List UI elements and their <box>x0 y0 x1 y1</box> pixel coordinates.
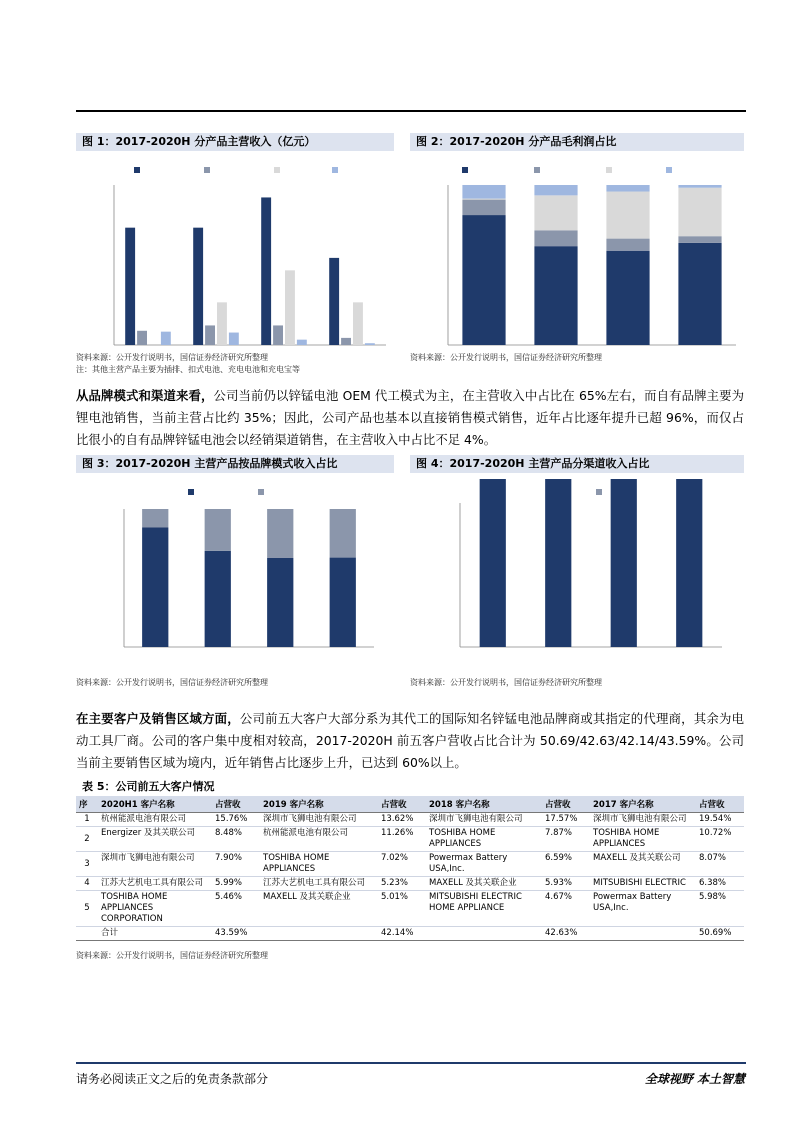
table-5-title: 表 5：公司前五大客户情况 <box>82 780 215 793</box>
bar-锂离子电池 <box>285 270 295 345</box>
paragraph-2-lead: 在主要客户及销售区域方面， <box>76 711 240 726</box>
revenue-share-cell: 10.72% <box>696 827 744 852</box>
bar-直销 <box>480 479 506 647</box>
customer-name-cell: 杭州能派电池有限公司 <box>260 827 378 852</box>
figure-2-chart <box>410 157 744 367</box>
figure-4-chart <box>410 479 744 669</box>
bar-自有品牌 <box>267 509 293 558</box>
bar-OEM <box>330 558 356 647</box>
revenue-share-cell: 11.26% <box>378 827 426 852</box>
revenue-share-cell: 5.23% <box>378 877 426 891</box>
table-row <box>76 827 744 852</box>
total-cell <box>590 927 696 941</box>
customer-name-cell: 杭州能派电池有限公司 <box>98 813 212 827</box>
col-header: 2018 客户名称 <box>426 796 542 813</box>
revenue-share-cell: 8.48% <box>212 827 260 852</box>
footer-rule <box>76 1062 746 1064</box>
legend-swatch-0 <box>188 489 194 495</box>
customer-name-cell: MITSUBISHI ELECTRIC HOME APPLIANCE <box>426 891 542 927</box>
col-header: 2020H1 客户名称 <box>98 796 212 813</box>
legend-swatch-3 <box>666 167 672 173</box>
legend-swatch-1 <box>534 167 540 173</box>
bar-其他 <box>678 185 721 188</box>
customer-name-cell: TOSHIBA HOME APPLIANCES <box>260 852 378 877</box>
table-row <box>76 813 744 827</box>
revenue-share-cell: 17.57% <box>542 813 590 827</box>
paragraph-brand-channel <box>76 385 744 451</box>
col-header: 占营收 <box>542 796 590 813</box>
header-rule <box>76 110 746 112</box>
bar-其他 <box>229 333 239 345</box>
legend-swatch-3 <box>332 167 338 173</box>
bar-锂离子电池 <box>217 302 227 345</box>
row-index: 3 <box>76 852 98 877</box>
bar-其他 <box>365 343 375 345</box>
paragraph-2-body: 公司前五大客户大部分系为其代工的国际知名锌锰电池品牌商或其指定的代理商，其余为电动工具厂商。公司的客户集中度相对较高，2017-2020H 前五客户营收占比合计为 50.69/42.63/42.14/43.59%。公司当前主要销售区域为境内，近年销售占比逐步上升，已达到 60%以上。 <box>76 711 745 770</box>
footer-disclaimer: 请务必阅读正文之后的免责条款部分 <box>76 1072 269 1086</box>
bar-碳性锌锰电池 <box>462 200 505 215</box>
row-index: 2 <box>76 827 98 852</box>
bar-其他 <box>161 332 171 345</box>
row-index: 5 <box>76 891 98 927</box>
customer-name-cell: TOSHIBA HOME APPLIANCES <box>590 827 696 852</box>
bar-锂离子电池 <box>678 188 721 236</box>
bar-碱性锌锰电池 <box>329 258 339 345</box>
revenue-share-cell: 7.90% <box>212 852 260 877</box>
bar-自有品牌 <box>142 509 168 527</box>
revenue-share-cell: 8.07% <box>696 852 744 877</box>
table-row <box>76 891 744 927</box>
bar-碳性锌锰电池 <box>678 236 721 243</box>
customer-name-cell: TOSHIBA HOME APPLIANCES CORPORATION <box>98 891 212 927</box>
revenue-share-cell: 5.99% <box>212 877 260 891</box>
bar-OEM <box>142 527 168 647</box>
revenue-share-cell: 15.76% <box>212 813 260 827</box>
bar-碱性锌锰电池 <box>193 228 203 345</box>
figure-3-source: 资料来源：公开发行说明书，国信证券经济研究所整理 <box>76 678 268 687</box>
figure-1-chart <box>76 157 394 367</box>
bar-其他 <box>462 185 505 199</box>
bar-OEM <box>205 551 231 647</box>
col-header: 占营收 <box>212 796 260 813</box>
col-header: 占营收 <box>696 796 744 813</box>
bar-锂离子电池 <box>353 302 363 345</box>
legend-swatch-1 <box>596 489 602 495</box>
bar-直销 <box>545 479 571 647</box>
total-cell <box>426 927 542 941</box>
bar-碳性锌锰电池 <box>273 325 283 345</box>
bar-其他 <box>534 185 577 195</box>
customer-name-cell: 深圳市飞狮电池有限公司 <box>98 852 212 877</box>
figure-2-source: 资料来源：公开发行说明书，国信证券经济研究所整理 <box>410 353 602 362</box>
figure-1-note: 注：其他主营产品主要为插排、扣式电池、充电电池和充电宝等 <box>76 365 300 374</box>
legend-swatch-0 <box>462 167 468 173</box>
col-header: 占营收 <box>378 796 426 813</box>
bar-锂离子电池 <box>534 195 577 230</box>
table-total-row <box>76 927 744 941</box>
bar-碳性锌锰电池 <box>341 338 351 345</box>
row-index: 4 <box>76 877 98 891</box>
paragraph-1-lead: 从品牌模式和渠道来看， <box>76 388 214 403</box>
figure-4-title: 图 4：2017-2020H 主营产品分渠道收入占比 <box>410 455 744 473</box>
bar-碱性锌锰电池 <box>462 215 505 345</box>
total-cell <box>260 927 378 941</box>
bar-直销 <box>611 479 637 647</box>
row-index: 1 <box>76 813 98 827</box>
customer-name-cell: MAXELL 及其关联公司 <box>590 852 696 877</box>
revenue-share-cell: 19.54% <box>696 813 744 827</box>
total-cell: 50.69% <box>696 927 744 941</box>
legend-swatch-1 <box>204 167 210 173</box>
customer-name-cell: 深圳市飞狮电池有限公司 <box>260 813 378 827</box>
customer-name-cell: Powermax Battery USA,Inc. <box>426 852 542 877</box>
revenue-share-cell: 6.38% <box>696 877 744 891</box>
customer-name-cell: 江苏大艺机电工具有限公司 <box>260 877 378 891</box>
table-5-source: 资料来源：公开发行说明书，国信证券经济研究所整理 <box>76 951 268 960</box>
customer-name-cell: 深圳市飞狮电池有限公司 <box>426 813 542 827</box>
table-row <box>76 877 744 891</box>
revenue-share-cell: 13.62% <box>378 813 426 827</box>
bar-碱性锌锰电池 <box>678 243 721 345</box>
table-row <box>76 852 744 877</box>
table-header-row <box>76 796 744 813</box>
figure-1-panel <box>76 133 394 373</box>
legend-swatch-1 <box>258 489 264 495</box>
paragraph-1-body: 公司当前仍以锌锰电池 OEM 代工模式为主，在主营收入中占比在 65%左右，而自有品牌主要为锂电池销售，当前主营占比约 35%；因此，公司产品也基本以直接销售模式销售，近年占比逐年提升已超 96%，而仅占比很小的自有品牌锌锰电池会以经销渠道销售，在主营收入中占比不足 4%。 <box>76 388 744 447</box>
revenue-share-cell: 5.98% <box>696 891 744 927</box>
legend-swatch-2 <box>274 167 280 173</box>
customer-name-cell: MITSUBISHI ELECTRIC <box>590 877 696 891</box>
bar-碳性锌锰电池 <box>606 239 649 251</box>
bar-自有品牌 <box>330 509 356 558</box>
customer-name-cell: MAXELL 及其关联企业 <box>260 891 378 927</box>
top-customers-table <box>76 796 744 941</box>
revenue-share-cell: 7.87% <box>542 827 590 852</box>
figure-1-title: 图 1：2017-2020H 分产品主营收入（亿元） <box>76 133 394 151</box>
bar-碳性锌锰电池 <box>137 331 147 345</box>
total-cell: 43.59% <box>212 927 260 941</box>
bar-碱性锌锰电池 <box>125 228 135 345</box>
customer-name-cell: Energizer 及其关联公司 <box>98 827 212 852</box>
customer-name-cell: 深圳市飞狮电池有限公司 <box>590 813 696 827</box>
total-cell: 42.63% <box>542 927 590 941</box>
bar-碳性锌锰电池 <box>534 230 577 246</box>
total-cell <box>76 927 98 941</box>
col-header: 2017 客户名称 <box>590 796 696 813</box>
bar-OEM <box>267 558 293 647</box>
revenue-share-cell: 5.93% <box>542 877 590 891</box>
total-cell: 42.14% <box>378 927 426 941</box>
bar-碳性锌锰电池 <box>205 325 215 345</box>
customer-name-cell: TOSHIBA HOME APPLIANCES <box>426 827 542 852</box>
revenue-share-cell: 5.46% <box>212 891 260 927</box>
bar-碱性锌锰电池 <box>261 197 271 345</box>
col-header: 2019 客户名称 <box>260 796 378 813</box>
paragraph-customers <box>76 708 744 774</box>
bar-其他 <box>606 185 649 192</box>
col-header: 序 <box>76 796 98 813</box>
figure-2-title: 图 2：2017-2020H 分产品毛利润占比 <box>410 133 744 151</box>
figure-3-chart <box>76 479 394 669</box>
legend-swatch-0 <box>134 167 140 173</box>
bar-自有品牌 <box>205 509 231 551</box>
bar-直销 <box>676 479 702 647</box>
figure-1-source: 资料来源：公开发行说明书，国信证券经济研究所整理 <box>76 353 268 362</box>
figure-3-panel <box>76 455 394 670</box>
customer-name-cell: MAXELL 及其关联企业 <box>426 877 542 891</box>
total-label: 合计 <box>98 927 212 941</box>
legend-swatch-2 <box>606 167 612 173</box>
customer-name-cell: 江苏大艺机电工具有限公司 <box>98 877 212 891</box>
revenue-share-cell: 6.59% <box>542 852 590 877</box>
bar-其他 <box>297 340 307 345</box>
revenue-share-cell: 4.67% <box>542 891 590 927</box>
figure-2-panel <box>410 133 744 373</box>
footer-slogan: 全球视野 本土智慧 <box>644 1072 745 1086</box>
revenue-share-cell: 5.01% <box>378 891 426 927</box>
figure-4-panel <box>410 455 744 670</box>
bar-锂离子电池 <box>462 199 505 200</box>
bar-锂离子电池 <box>606 192 649 239</box>
figure-3-title: 图 3：2017-2020H 主营产品按品牌模式收入占比 <box>76 455 394 473</box>
bar-碱性锌锰电池 <box>534 246 577 345</box>
customer-name-cell: Powermax Battery USA,Inc. <box>590 891 696 927</box>
figure-4-source: 资料来源：公开发行说明书，国信证券经济研究所整理 <box>410 678 602 687</box>
bar-碱性锌锰电池 <box>606 251 649 345</box>
revenue-share-cell: 7.02% <box>378 852 426 877</box>
